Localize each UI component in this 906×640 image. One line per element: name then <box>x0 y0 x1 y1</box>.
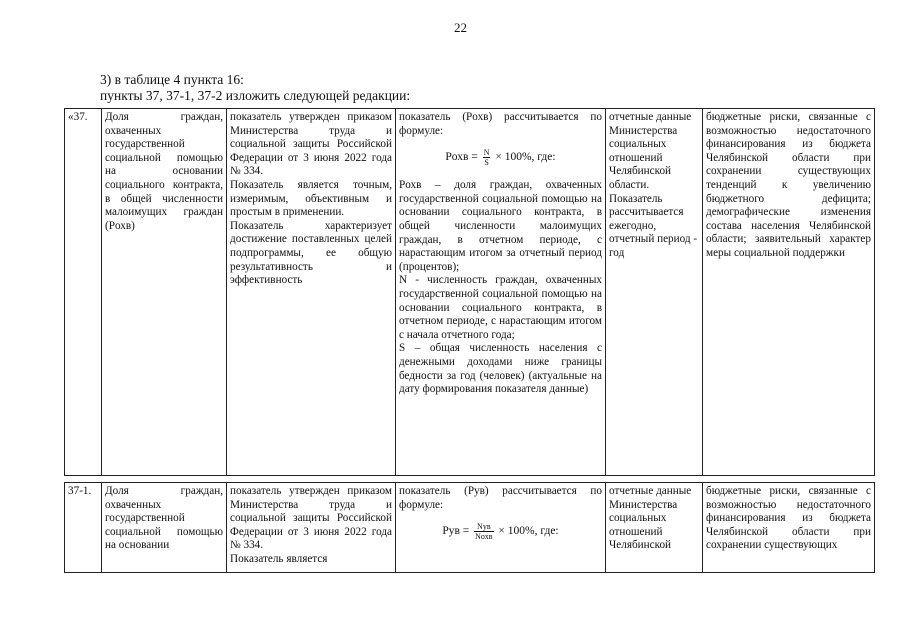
intro-line-2: пункты 37, 37-1, 37-2 изложить следующей редакции: <box>100 88 411 103</box>
source-paragraph: отчетные данные Министерства социальных отношений Челябинской <box>609 485 692 552</box>
formula-numerator: N <box>483 148 490 158</box>
method-intro: показатель (Pув) рассчитывается по формуле: <box>399 485 602 511</box>
data-source <box>606 109 703 476</box>
basis-paragraph: показатель утвержден приказом Министерства труда и социальной защиты Российской Федерации от 3 июня 2022 года № 334. <box>230 485 392 552</box>
indicators-table <box>64 108 875 573</box>
intro-line-1: 3) в таблице 4 пункта 16: <box>100 72 244 87</box>
page-number: 22 <box>454 20 467 35</box>
formula-lhs: Pохв = <box>445 151 478 164</box>
indicator-basis <box>227 483 396 573</box>
calculation-method <box>396 109 606 476</box>
formula-denominator: Nохв <box>475 532 493 542</box>
table-row <box>65 109 875 476</box>
row-number: 37-1. <box>65 483 102 573</box>
risks: бюджетные риски, связанные с возможностью недостаточного финансирования из бюджета Челябинской области при сохранении существующих <box>703 483 875 573</box>
basis-paragraph: Показатель является точным, измеримым, объективным и простым в применении. <box>230 178 392 219</box>
method-definition: N - численность граждан, охваченных государственной социальной помощью на основании социального контракта, в отчетном периоде, с нарастающим итогом с начала отчетного года; <box>399 274 602 341</box>
formula-rhs: × 100%, где: <box>495 151 556 164</box>
data-source <box>606 483 703 573</box>
formula-denominator: S <box>484 158 489 168</box>
source-paragraph: Показатель рассчитывается ежегодно, отчетный период - год <box>609 192 698 259</box>
method-definition: S – общая численность населения с денежными доходами ниже границы бедности за год (человек) (актуальные на дату формирования показателя данные) <box>399 342 602 396</box>
basis-paragraph: Показатель характеризует достижение поставленных целей подпрограммы, ее общую результативность и эффективность <box>230 219 392 287</box>
formula-numerator: Nув <box>474 522 493 532</box>
formula <box>399 522 602 541</box>
indicator-name: Доля граждан, охваченных государственной социальной помощью на основании <box>102 483 227 573</box>
row-gap <box>65 476 875 483</box>
formula-fraction <box>474 522 493 541</box>
indicator-basis <box>227 109 396 476</box>
basis-paragraph: Показатель является <box>230 552 328 565</box>
source-paragraph: отчетные данные Министерства социальных отношений Челябинской области. <box>609 111 692 191</box>
row-number: «37. <box>65 109 102 476</box>
formula-fraction <box>483 148 491 167</box>
risks: бюджетные риски, связанные с возможностью недостаточного финансирования из бюджета Челябинской области при сохранении существующих тенденций к увеличению бюджетного дефицита; демографические изменения состава населения Челябинской области; заявительный характер меры социальной поддержки <box>703 109 875 476</box>
indicator-name: Доля граждан, охваченных государственной социальной помощью на основании социального контракта, в общей численности малоимущих граждан (Pохв) <box>102 109 227 476</box>
formula-lhs: Pув = <box>442 525 470 538</box>
table-row <box>65 483 875 573</box>
method-intro: показатель (Pохв) рассчитывается по формуле: <box>399 111 602 137</box>
formula-rhs: × 100%, где: <box>498 525 559 538</box>
basis-paragraph: показатель утвержден приказом Министерства труда и социальной защиты Российской Федерации от 3 июня 2022 года № 334. <box>230 111 392 178</box>
calculation-method <box>396 483 606 573</box>
method-definition: Pохв – доля граждан, охваченных государственной социальной помощью на основании социального контракта, в общей численности малоимущих граждан, в отчетном периоде, с нарастающим итогом за отчетный период (процентов); <box>399 179 602 273</box>
formula <box>399 148 602 167</box>
